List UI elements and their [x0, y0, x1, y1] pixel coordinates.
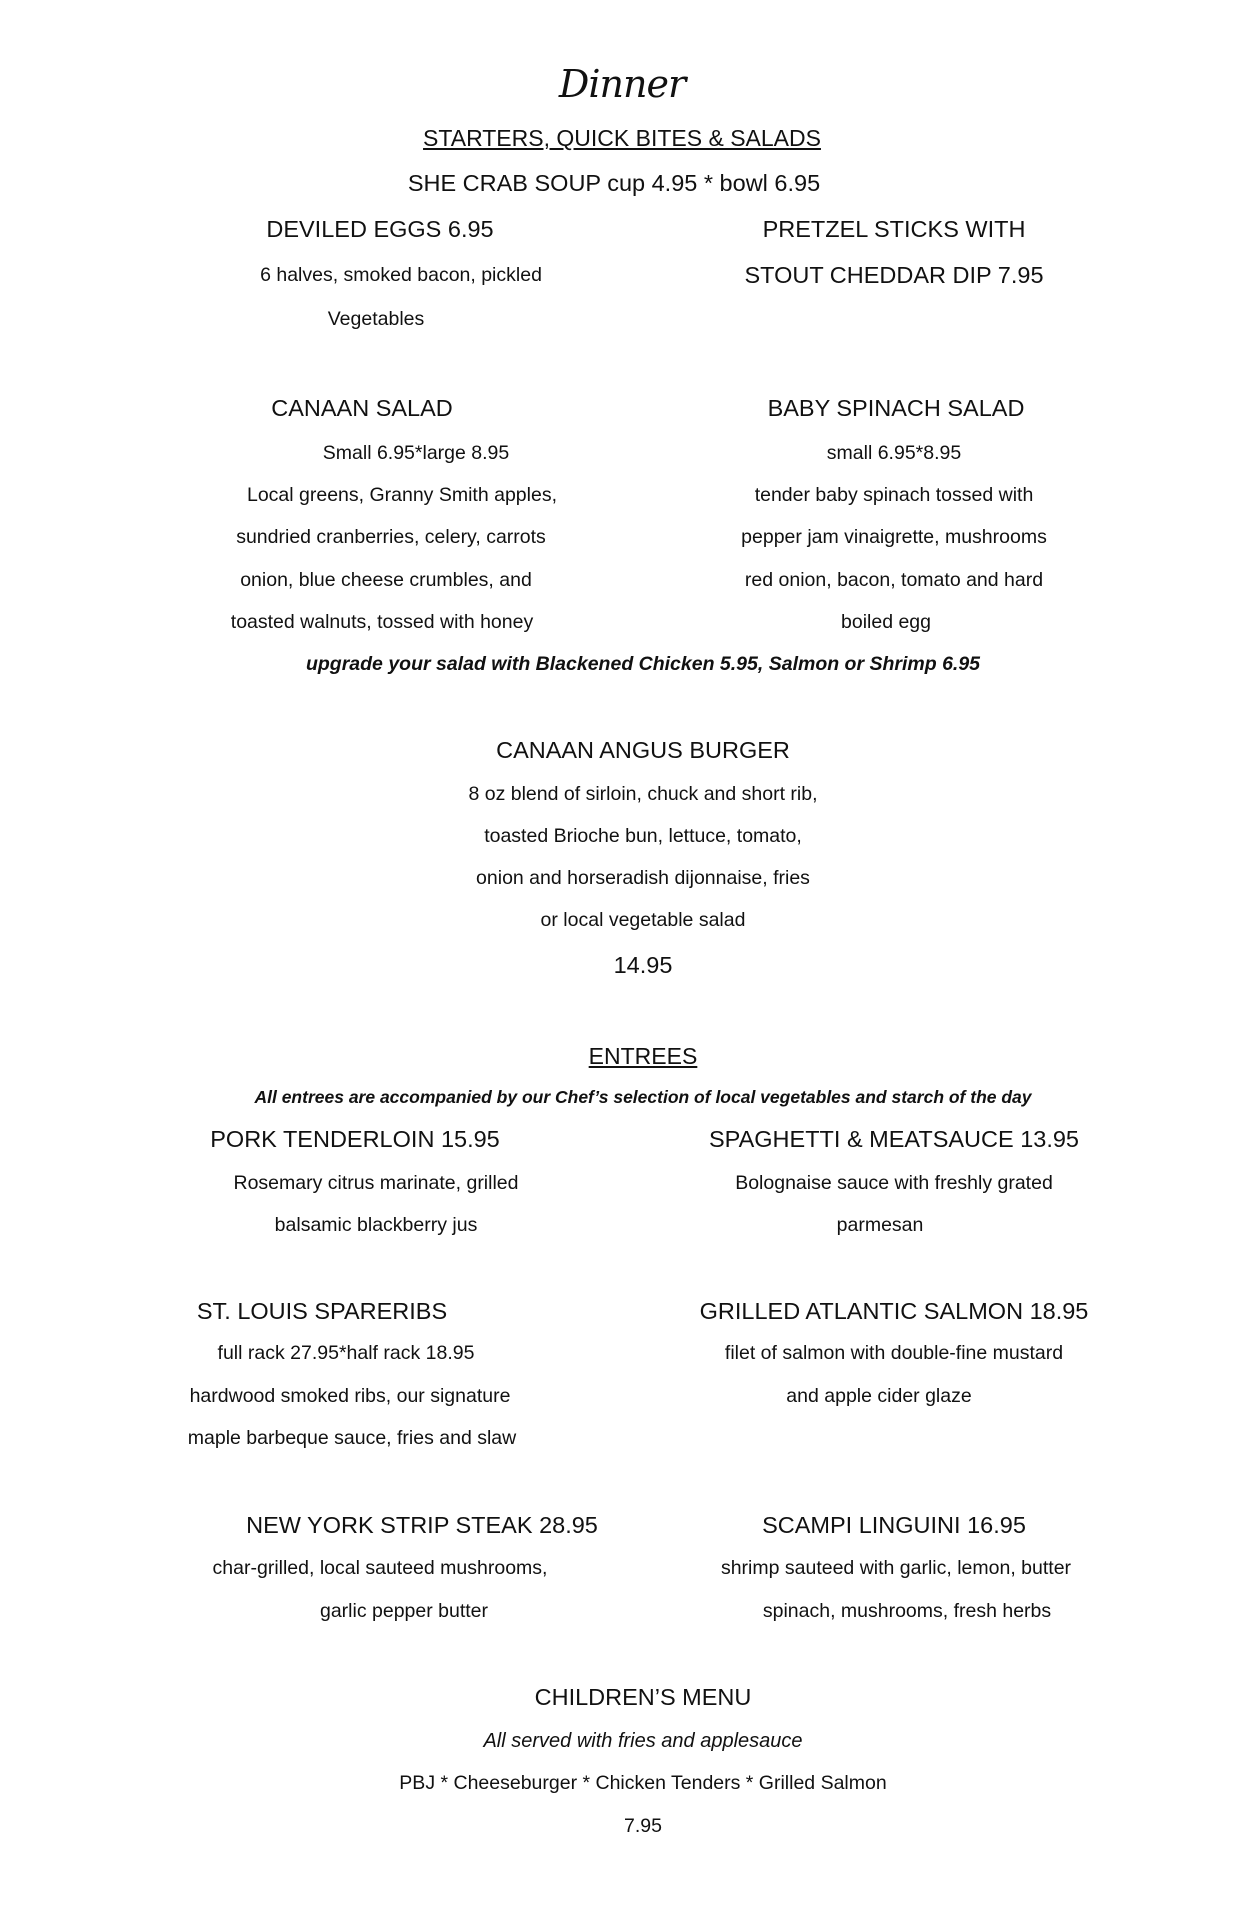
entrees-note: All entrees are accompanied by our Chef’s selection of local vegetables and starch of the day	[254, 1087, 1032, 1107]
burger-price: 14.95	[613, 952, 673, 978]
pork-desc-2: balsamic blackberry jus	[274, 1214, 478, 1236]
ribs-desc-1: hardwood smoked ribs, our signature	[189, 1385, 511, 1407]
spinach-salad-desc-2: pepper jam vinaigrette, mushrooms	[741, 526, 1047, 548]
pork-name: PORK TENDERLOIN 15.95	[210, 1126, 500, 1152]
steak-desc-2: garlic pepper butter	[319, 1600, 489, 1622]
ribs-name: ST. LOUIS SPARERIBS	[196, 1298, 448, 1324]
spinach-salad-desc-1: tender baby spinach tossed with	[754, 484, 1034, 506]
salmon-name: GRILLED ATLANTIC SALMON 18.95	[699, 1298, 1089, 1324]
deviled-eggs-desc-2: Vegetables	[327, 308, 425, 330]
soup-item: SHE CRAB SOUP cup 4.95 * bowl 6.95	[407, 170, 821, 196]
pretzel-name-2: STOUT CHEDDAR DIP 7.95	[744, 262, 1044, 288]
scampi-name: SCAMPI LINGUINI 16.95	[762, 1512, 1026, 1538]
salmon-desc-2: and apple cider glaze	[786, 1385, 972, 1407]
canaan-salad-desc-3: onion, blue cheese crumbles, and	[240, 569, 532, 591]
deviled-eggs-name: DEVILED EGGS 6.95	[266, 216, 494, 242]
pork-desc-1: Rosemary citrus marinate, grilled	[233, 1172, 519, 1194]
children-note: All served with fries and applesauce	[483, 1730, 803, 1752]
starters-header: STARTERS, QUICK BITES & SALADS	[423, 125, 821, 151]
salmon-desc-1: filet of salmon with double-fine mustard	[724, 1342, 1064, 1364]
canaan-salad-price: Small 6.95*large 8.95	[322, 442, 510, 464]
burger-desc-1: 8 oz blend of sirloin, chuck and short rib,	[468, 783, 818, 805]
burger-desc-2: toasted Brioche bun, lettuce, tomato,	[484, 825, 802, 847]
spaghetti-desc-1: Bolognaise sauce with freshly grated	[735, 1172, 1053, 1194]
salad-upgrade-note: upgrade your salad with Blackened Chicken 5.95, Salmon or Shrimp 6.95	[305, 653, 981, 675]
burger-desc-4: or local vegetable salad	[540, 909, 746, 931]
spaghetti-name: SPAGHETTI & MEATSAUCE 13.95	[708, 1126, 1080, 1152]
scampi-desc-1: shrimp sauteed with garlic, lemon, butter	[720, 1557, 1072, 1579]
burger-desc-3: onion and horseradish dijonnaise, fries	[476, 867, 810, 889]
spinach-salad-desc-3: red onion, bacon, tomato and hard	[744, 569, 1044, 591]
steak-desc-1: char-grilled, local sauteed mushrooms,	[212, 1557, 548, 1579]
children-price: 7.95	[624, 1815, 662, 1837]
canaan-salad-desc-4: toasted walnuts, tossed with honey	[230, 611, 534, 633]
pretzel-name-1: PRETZEL STICKS WITH	[762, 216, 1026, 242]
children-items: PBJ * Cheeseburger * Chicken Tenders * Grilled Salmon	[399, 1772, 887, 1794]
spinach-salad-name: BABY SPINACH SALAD	[767, 395, 1025, 421]
children-header: CHILDREN’S MENU	[534, 1684, 752, 1710]
spinach-salad-price: small 6.95*8.95	[826, 442, 962, 464]
burger-name: CANAAN ANGUS BURGER	[496, 737, 790, 763]
entrees-header: ENTREES	[588, 1043, 698, 1069]
canaan-salad-desc-1: Local greens, Granny Smith apples,	[246, 484, 558, 506]
spaghetti-desc-2: parmesan	[836, 1214, 924, 1236]
scampi-desc-2: spinach, mushrooms, fresh herbs	[762, 1600, 1052, 1622]
steak-name: NEW YORK STRIP STEAK 28.95	[246, 1512, 598, 1538]
canaan-salad-name: CANAAN SALAD	[271, 395, 453, 421]
deviled-eggs-desc-1: 6 halves, smoked bacon, pickled	[260, 264, 542, 286]
canaan-salad-desc-2: sundried cranberries, celery, carrots	[236, 526, 546, 548]
spinach-salad-desc-4: boiled egg	[841, 611, 931, 633]
menu-title: Dinner	[558, 62, 686, 106]
ribs-price: full rack 27.95*half rack 18.95	[217, 1342, 475, 1364]
ribs-desc-2: maple barbeque sauce, fries and slaw	[187, 1427, 517, 1449]
